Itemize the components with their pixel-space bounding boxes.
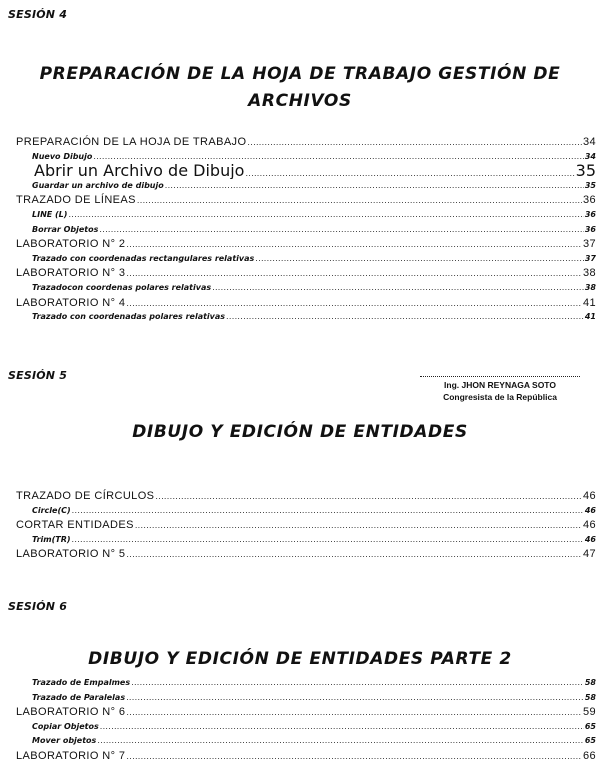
signature-line bbox=[420, 376, 580, 377]
toc-entry-title: Trazado de Empalmes bbox=[32, 678, 131, 687]
toc-entry-page: 37 bbox=[584, 253, 596, 263]
toc-entry-page: 36 bbox=[582, 194, 596, 207]
signature-name: Ing. JHON REYNAGA SOTO bbox=[444, 380, 556, 390]
toc-entry-page: 41 bbox=[582, 296, 596, 309]
session-4-title bbox=[0, 61, 600, 115]
toc-entry bbox=[16, 705, 596, 720]
toc-entry-title: Nuevo Dibujo bbox=[32, 151, 93, 161]
toc-dot-leader bbox=[126, 548, 582, 562]
toc-entry-page: 66 bbox=[582, 749, 596, 762]
toc-entry bbox=[16, 518, 596, 533]
toc-entry-title: CORTAR ENTIDADES bbox=[16, 519, 134, 532]
toc-dot-leader bbox=[137, 194, 582, 208]
toc-dot-leader bbox=[126, 750, 582, 764]
toc-entry bbox=[16, 193, 596, 208]
toc-entry-title: Borrar Objetos bbox=[32, 224, 99, 234]
toc-entry-page: 34 bbox=[582, 136, 596, 148]
toc-dot-leader bbox=[72, 504, 584, 519]
toc-dot-leader bbox=[226, 310, 584, 325]
toc-dot-leader bbox=[93, 150, 584, 165]
toc-dot-leader bbox=[99, 223, 583, 238]
toc-entry bbox=[16, 676, 596, 691]
toc-entry bbox=[16, 179, 596, 194]
toc-entry-page: 47 bbox=[582, 548, 596, 561]
toc-entry-page: 58 bbox=[584, 678, 596, 687]
toc-dot-leader bbox=[131, 676, 584, 691]
toc-entry-title: LINE (L) bbox=[32, 209, 68, 219]
toc-entry bbox=[16, 720, 596, 735]
toc-entry bbox=[16, 223, 596, 238]
toc-entry-page: 38 bbox=[582, 267, 596, 280]
toc-dot-leader bbox=[97, 734, 584, 749]
toc-dot-leader bbox=[126, 238, 582, 252]
toc-dot-leader bbox=[126, 691, 584, 706]
toc-entry-page: 35 bbox=[584, 180, 596, 190]
toc-entry-page: 38 bbox=[584, 282, 596, 292]
toc-entry bbox=[16, 533, 596, 548]
toc-entry-title: Trazado con coordenadas rectangulares relativas bbox=[32, 253, 255, 263]
toc-entry-title: Guardar un archivo de dibujo bbox=[32, 180, 164, 190]
toc-entry bbox=[16, 164, 596, 179]
session-4-toc bbox=[16, 135, 596, 325]
toc-entry-page: 41 bbox=[584, 312, 596, 322]
toc-entry bbox=[16, 489, 596, 504]
signature-block bbox=[420, 376, 580, 403]
toc-entry-page: 46 bbox=[584, 534, 596, 544]
toc-entry bbox=[16, 749, 596, 764]
toc-entry bbox=[16, 208, 596, 223]
toc-entry-page: 46 bbox=[584, 505, 596, 515]
toc-entry bbox=[16, 691, 596, 706]
toc-entry-page: 36 bbox=[584, 209, 596, 219]
toc-entry-title: TRAZADO DE LÍNEAS bbox=[16, 194, 136, 207]
toc-entry-page: 65 bbox=[584, 721, 596, 731]
toc-entry bbox=[16, 504, 596, 519]
session-5-title bbox=[0, 419, 600, 446]
toc-dot-leader bbox=[68, 208, 583, 223]
toc-dot-leader bbox=[135, 519, 582, 533]
toc-entry bbox=[16, 135, 596, 150]
toc-entry-title: LABORATORIO N° 7 bbox=[16, 749, 126, 762]
toc-entry-title: Trazadocon coordenas polares relativas bbox=[32, 282, 212, 292]
session-5-title-line1: DIBUJO Y EDICIÓN DE ENTIDADES bbox=[132, 422, 468, 442]
toc-dot-leader bbox=[247, 136, 582, 150]
session-4-label: SESIÓN 4 bbox=[8, 8, 68, 21]
toc-entry-page: 46 bbox=[582, 490, 596, 502]
toc-entry bbox=[16, 310, 596, 325]
session-4-title-line1: PREPARACIÓN DE LA HOJA DE TRABAJO GESTIÓN DE bbox=[39, 64, 561, 84]
toc-dot-leader bbox=[255, 252, 584, 267]
toc-entry-title: Mover objetos bbox=[32, 736, 97, 746]
toc-entry-title: Abrir un Archivo de Dibujo bbox=[34, 164, 245, 179]
toc-dot-leader bbox=[100, 720, 584, 735]
toc-entry-title: LABORATORIO N° 5 bbox=[16, 548, 126, 561]
session-6-toc bbox=[16, 676, 596, 764]
toc-entry-page: 35 bbox=[575, 164, 596, 179]
toc-entry-title: Circle(C) bbox=[32, 505, 71, 515]
session-6-label: SESIÓN 6 bbox=[8, 600, 68, 613]
toc-entry-title: LABORATORIO N° 6 bbox=[16, 706, 126, 719]
toc-dot-leader bbox=[126, 267, 582, 281]
toc-entry bbox=[16, 734, 596, 749]
toc-dot-leader bbox=[126, 706, 582, 720]
toc-entry-page: 34 bbox=[584, 151, 596, 161]
toc-dot-leader bbox=[245, 167, 574, 179]
toc-entry-title: Copiar Objetos bbox=[32, 721, 99, 731]
toc-entry bbox=[16, 237, 596, 252]
toc-entry-title: Trazado de Paralelas bbox=[32, 692, 126, 702]
toc-dot-leader bbox=[72, 533, 584, 548]
signature-role: Congresista de la República bbox=[443, 392, 557, 402]
toc-entry-title: Trim(TR) bbox=[32, 534, 71, 544]
toc-entry bbox=[16, 296, 596, 311]
toc-entry bbox=[16, 150, 596, 165]
toc-entry bbox=[16, 252, 596, 267]
toc-dot-leader bbox=[165, 179, 584, 194]
toc-dot-leader bbox=[155, 490, 582, 504]
toc-entry-title: LABORATORIO N° 3 bbox=[16, 267, 126, 280]
toc-entry-page: 46 bbox=[582, 519, 596, 532]
toc-entry-page: 37 bbox=[582, 238, 596, 251]
toc-entry-page: 59 bbox=[582, 706, 596, 719]
session-5-toc bbox=[16, 489, 596, 562]
session-6-title-line1: DIBUJO Y EDICIÓN DE ENTIDADES PARTE 2 bbox=[88, 649, 512, 669]
toc-entry-page: 65 bbox=[584, 736, 596, 746]
toc-entry-title: TRAZADO DE CÍRCULOS bbox=[16, 490, 155, 502]
toc-entry bbox=[16, 281, 596, 296]
toc-entry-title: PREPARACIÓN DE LA HOJA DE TRABAJO bbox=[16, 136, 247, 148]
session-6-title bbox=[0, 646, 600, 673]
toc-entry-title: Trazado con coordenadas polares relativas bbox=[32, 312, 226, 322]
toc-entry bbox=[16, 266, 596, 281]
toc-dot-leader bbox=[212, 281, 584, 296]
toc-entry bbox=[16, 547, 596, 562]
session-5-label: SESIÓN 5 bbox=[8, 369, 68, 382]
toc-dot-leader bbox=[126, 297, 582, 311]
session-4-title-line2: ARCHIVOS bbox=[248, 91, 352, 111]
toc-entry-title: LABORATORIO N° 4 bbox=[16, 296, 126, 309]
toc-entry-page: 58 bbox=[584, 692, 596, 702]
toc-entry-page: 36 bbox=[584, 224, 596, 234]
toc-entry-title: LABORATORIO N° 2 bbox=[16, 238, 126, 251]
